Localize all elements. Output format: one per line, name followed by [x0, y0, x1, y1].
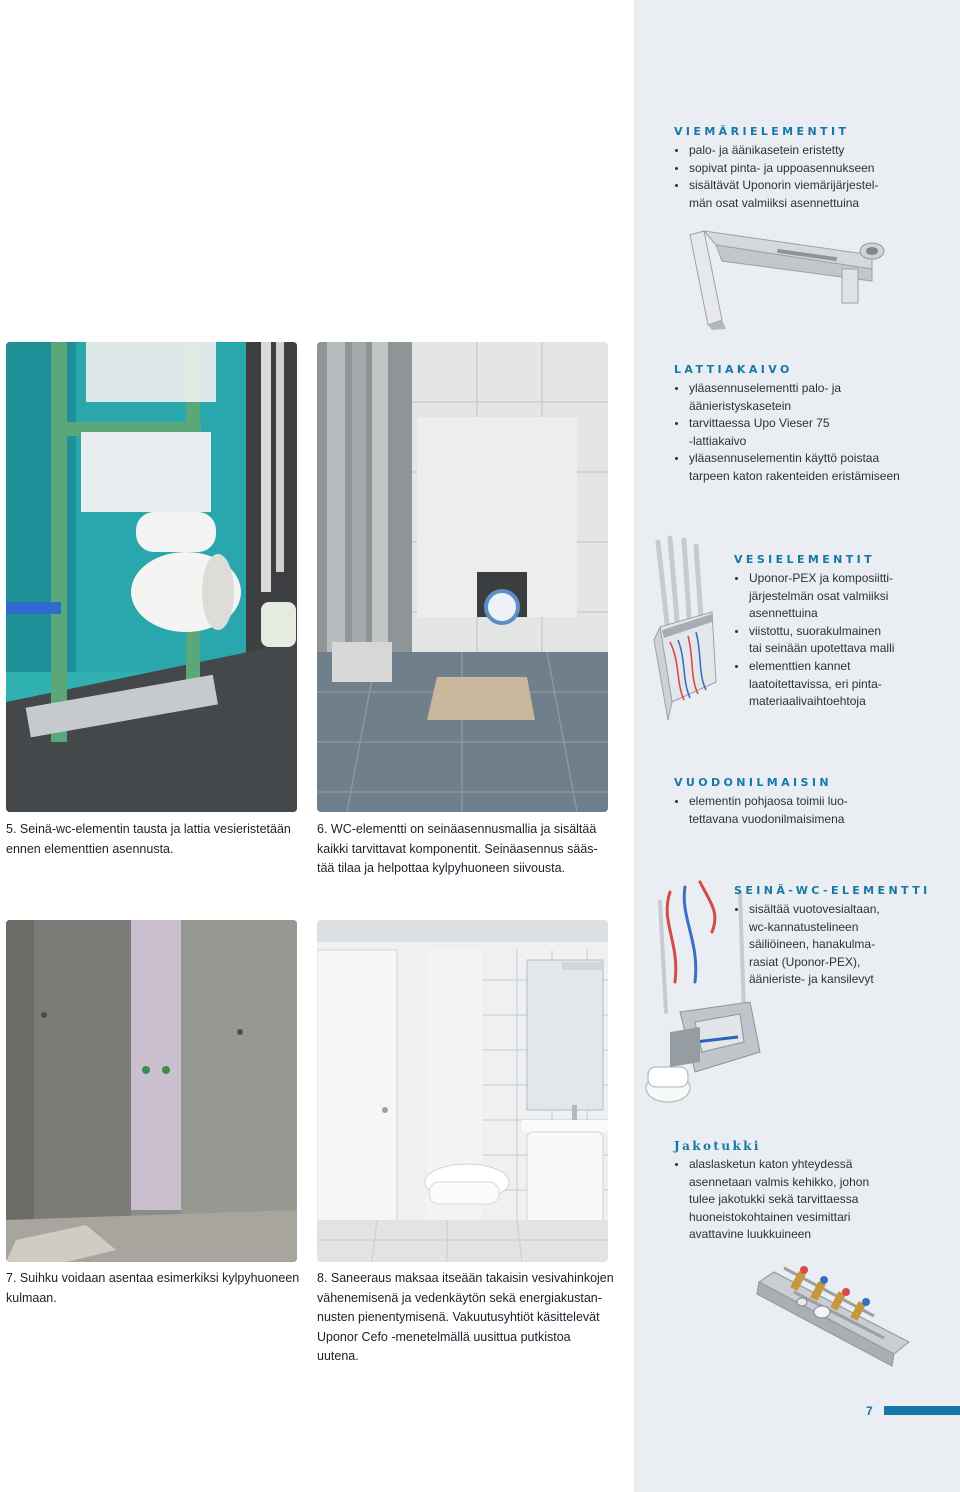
section-title: VUODONILMAISIN — [674, 776, 832, 789]
list-item: materiaalivaihtoehtoja — [749, 694, 866, 709]
section-seina-wc-elementti — [734, 883, 944, 989]
list-item: wc-kannatustelineen — [749, 919, 859, 934]
list-item: -lattiakaivo — [689, 433, 747, 448]
section-title: Jakotukki — [674, 1139, 761, 1153]
list-item: rasiat (Uponor-PEX), — [749, 954, 861, 969]
bullet-list — [734, 901, 944, 989]
page-number: 7 — [866, 1404, 873, 1418]
list-item: järjestelmän osat valmiiksi — [749, 588, 889, 603]
list-item: sisältävät Uponorin viemärijärjestel- — [674, 177, 944, 195]
list-item: män osat valmiiksi asennettuina — [689, 195, 860, 210]
section-jakotukki — [674, 1138, 944, 1244]
caption-photo-8: 8. Saneeraus maksaa itseään takaisin vesivahinkojen vähenemisenä ja vedenkäytön sekä energiakustan- nusten pienentymisenä. Vakuutusyhtiöt käsittelevät Uponor Cefo -menetelmällä uusittua putkistoa uutena. — [317, 1271, 614, 1363]
list-item: säiliöineen, hanakulma- — [749, 937, 876, 952]
drain-element-illustration — [682, 225, 892, 330]
list-item: laatoitettavissa, eri pinta- — [749, 676, 882, 691]
section-vesielementit — [734, 552, 944, 711]
section-lattiakaivo — [674, 362, 944, 486]
list-item: avattavine luukkuineen — [689, 1227, 812, 1242]
list-item: yläasennuselementti palo- ja — [674, 380, 944, 398]
list-item: äänieriste- ja kansilevyt — [749, 972, 874, 987]
list-item: tarpeen katon rakenteiden eristämiseen — [689, 468, 900, 483]
section-title: SEINÄ-WC-ELEMENTTI — [734, 884, 931, 897]
list-item: asennetaan valmis kehikko, johon — [689, 1174, 870, 1189]
bullet-list — [674, 142, 944, 212]
list-item: tulee jakotukki sekä tarvittaessa — [689, 1192, 859, 1207]
list-item: tettavana vuodonilmaisimena — [689, 811, 845, 826]
bullet-list — [734, 570, 944, 711]
list-item: sopivat pinta- ja uppoasennukseen — [674, 160, 944, 178]
list-item: palo- ja äänikasetein eristetty — [674, 142, 944, 160]
bullet-list — [674, 380, 944, 486]
section-viemarielementit — [674, 124, 944, 212]
section-title: LATTIAKAIVO — [674, 363, 793, 376]
water-element-illustration — [650, 532, 722, 724]
list-item: tarvittaessa Upo Vieser 75 — [674, 415, 944, 433]
photo-7-shower-corner — [6, 920, 297, 1262]
list-item: huoneistokohtainen vesimittari — [689, 1209, 851, 1224]
bullet-list — [674, 793, 944, 828]
photo-8-renovated-bathroom — [317, 920, 608, 1262]
list-item: alaslasketun katon yhteydessä — [674, 1156, 944, 1174]
list-item: viistottu, suorakulmainen — [734, 623, 944, 641]
section-title: VIEMÄRIELEMENTIT — [674, 125, 850, 138]
section-vuodonilmaisin — [674, 775, 944, 828]
caption-photo-5: 5. Seinä-wc-elementin tausta ja lattia vesieristetään ennen elementtien asennusta. — [6, 822, 291, 856]
list-item: äänieristyskasetein — [689, 398, 792, 413]
caption-photo-6: 6. WC-elementti on seinäasennusmallia ja sisältää kaikki tarvittavat komponentit. Seinäasennus sääs- tää tilaa ja helpottaa kylpyhuoneen siivousta. — [317, 822, 598, 875]
list-item: elementin pohjaosa toimii luo- — [674, 793, 944, 811]
list-item: tai seinään upotettava malli — [749, 641, 895, 656]
list-item: elementtien kannet — [734, 658, 944, 676]
list-item: Uponor-PEX ja komposiitti- — [734, 570, 944, 588]
manifold-illustration — [754, 1262, 914, 1370]
list-item: sisältää vuotovesialtaan, — [734, 901, 944, 919]
photo-6-tiled-wc-wall — [317, 342, 608, 812]
photo-5-waterproofed-wall — [6, 342, 297, 812]
caption-photo-7: 7. Suihku voidaan asentaa esimerkiksi kylpyhuoneen kulmaan. — [6, 1271, 300, 1305]
list-item: asennettuina — [749, 606, 818, 621]
section-title: VESIELEMENTIT — [734, 553, 876, 566]
page-number-bar — [884, 1406, 960, 1415]
list-item: yläasennuselementin käyttö poistaa — [674, 450, 944, 468]
bullet-list — [674, 1156, 944, 1244]
